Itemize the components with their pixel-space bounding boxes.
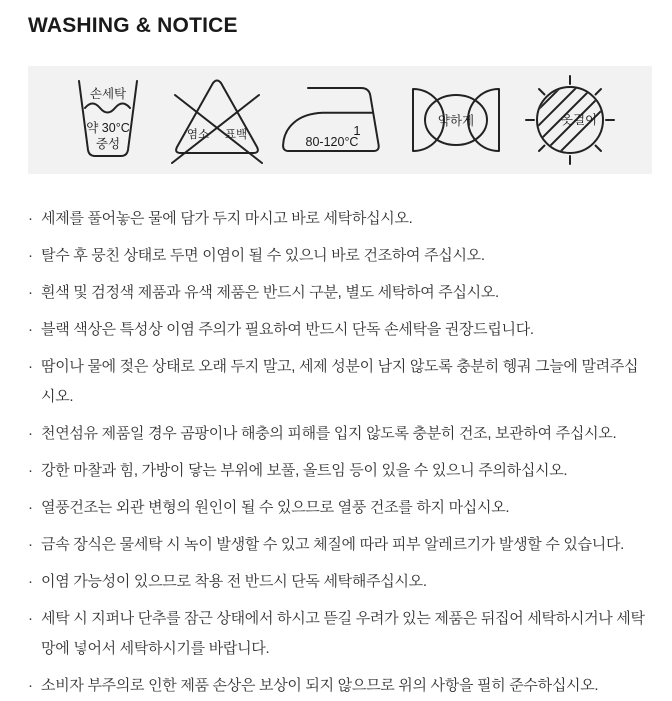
notice-item xyxy=(28,456,650,486)
notice-item xyxy=(28,671,650,701)
hand-wash-temp-label: 약 30°C xyxy=(86,121,130,135)
notice-bullet: · xyxy=(28,610,33,627)
notice-text: 블랙 색상은 특성상 이염 주의가 필요하여 반드시 단독 손세탁을 권장드립니다. xyxy=(41,321,534,338)
notice-bullet: · xyxy=(28,573,33,590)
notice-text: 땀이나 물에 젖은 상태로 오래 두지 말고, 세제 성분이 남지 않도록 충분히 헹궈 그늘에 말려주십시오. xyxy=(41,358,639,405)
shade-dry-icon xyxy=(518,70,622,170)
notice-bullet: · xyxy=(28,358,33,375)
notice-text: 천연섬유 제품일 경우 곰팡이나 해충의 피해를 입지 않도록 충분히 건조, 보관하여 주십시오. xyxy=(41,425,617,442)
no-bleach-icon xyxy=(161,74,273,166)
notice-bullet: · xyxy=(28,247,33,264)
notice-list xyxy=(28,204,652,701)
notice-bullet: · xyxy=(28,210,33,227)
notice-bullet: · xyxy=(28,425,33,442)
notice-item xyxy=(28,278,650,308)
page-title: WASHING & NOTICE xyxy=(28,14,238,37)
notice-item xyxy=(28,204,650,234)
notice-item xyxy=(28,315,650,345)
no-bleach-right-label: 표백 xyxy=(224,129,247,141)
notice-bullet: · xyxy=(28,677,33,694)
notice-item xyxy=(28,493,650,523)
notice-text: 소비자 부주의로 인한 제품 손상은 보상이 되지 않으므로 위의 사항을 필히 준수하십시오. xyxy=(41,677,599,694)
notice-bullet: · xyxy=(28,499,33,516)
iron-dot-label: 1 xyxy=(353,123,361,138)
notice-item xyxy=(28,530,650,560)
notice-item xyxy=(28,241,650,271)
hand-wash-label: 손세탁 xyxy=(89,87,127,101)
notice-text: 금속 장식은 물세탁 시 녹이 발생할 수 있고 체질에 따라 피부 알레르기가 발생할 수 있습니다. xyxy=(41,536,625,553)
notice-text: 이염 가능성이 있으므로 착용 전 반드시 단독 세탁해주십시오. xyxy=(41,573,427,590)
notice-item xyxy=(28,352,650,412)
notice-bullet: · xyxy=(28,536,33,553)
notice-text: 세탁 시 지퍼나 단추를 잠근 상태에서 하시고 뜯길 우려가 있는 제품은 뒤집어 세탁하시거나 세탁망에 넣어서 세탁하시기를 바랍니다. xyxy=(41,610,645,657)
notice-item xyxy=(28,419,650,449)
no-bleach-left-label: 염소 xyxy=(186,129,209,141)
notice-bullet: · xyxy=(28,321,33,338)
notice-text: 열풍건조는 외관 변형의 원인이 될 수 있으므로 열풍 건조를 하지 마십시오. xyxy=(41,499,510,516)
wring-label: 약하게 xyxy=(437,114,474,128)
notice-bullet: · xyxy=(28,284,33,301)
notice-text: 흰색 및 검정색 제품과 유색 제품은 반드시 구분, 별도 세탁하여 주십시오. xyxy=(41,284,499,301)
notice-text: 세제를 풀어놓은 물에 담가 두지 마시고 바로 세탁하십시오. xyxy=(41,210,413,227)
hand-wash-icon xyxy=(58,74,158,166)
care-symbol-strip xyxy=(28,66,652,174)
notice-text: 강한 마찰과 힘, 가방이 닿는 부위에 보풀, 올트임 등이 있을 수 있으니 주의하십시오. xyxy=(41,462,568,479)
notice-bullet: · xyxy=(28,462,33,479)
notice-text: 탈수 후 뭉친 상태로 두면 이염이 될 수 있으니 바로 건조하여 주십시오. xyxy=(41,247,485,264)
wring-gently-icon xyxy=(396,74,516,166)
iron-temp-label: 80-120°C xyxy=(305,135,359,149)
iron-icon xyxy=(275,74,393,166)
shade-dry-label: 옷걸이 xyxy=(560,113,598,127)
notice-item xyxy=(28,567,650,597)
notice-item xyxy=(28,604,650,664)
hand-wash-neutral-label: 중성 xyxy=(95,137,121,151)
